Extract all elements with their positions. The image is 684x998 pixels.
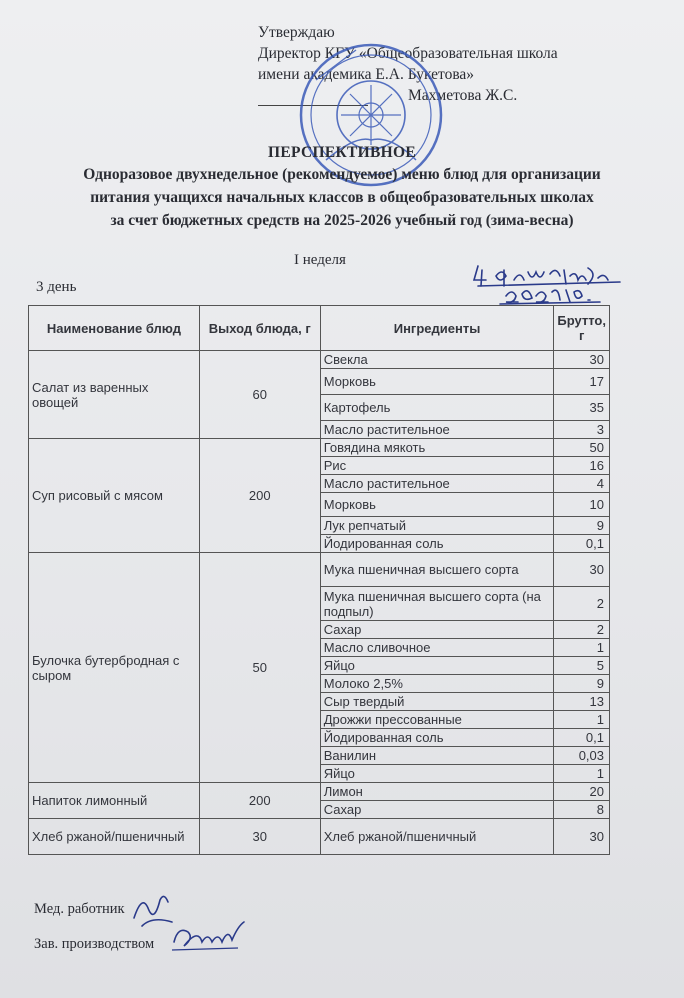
- ingredient-gross: 30: [554, 553, 610, 587]
- table-row: [29, 439, 610, 457]
- handwritten-date: [470, 256, 630, 308]
- title-line-1: Одноразовое двухнедельное (рекомендуемое) меню блюд для организации: [83, 166, 601, 183]
- dish-name: Булочка бутербродная с сыром: [29, 553, 200, 783]
- med-worker-label: Мед. работник: [34, 901, 125, 917]
- ingredient-gross: 0,1: [554, 729, 610, 747]
- dish-name: Салат из варенных овощей: [29, 351, 200, 439]
- ingredient-gross: 30: [554, 819, 610, 855]
- table-row: [29, 553, 610, 587]
- ingredient-name: Яйцо: [320, 657, 554, 675]
- ingredient-name: Йодированная соль: [320, 729, 554, 747]
- ingredient-name: Масло сливочное: [320, 639, 554, 657]
- ingredient-gross: 5: [554, 657, 610, 675]
- ingredient-name: Хлеб ржаной/пшеничный: [320, 819, 554, 855]
- dish-name: Хлеб ржаной/пшеничный: [29, 819, 200, 855]
- ingredient-gross: 9: [554, 675, 610, 693]
- ingredient-gross: 50: [554, 439, 610, 457]
- ingredient-name: Сахар: [320, 621, 554, 639]
- title-line-2: питания учащихся начальных классов в общеобразовательных школах: [90, 189, 594, 206]
- ingredient-name: Рис: [320, 457, 554, 475]
- title-line-3: за счет бюджетных средств на 2025-2026 учебный год (зима-весна): [110, 212, 574, 229]
- table-row: [29, 783, 610, 801]
- ingredient-gross: 35: [554, 395, 610, 421]
- ingredient-gross: 3: [554, 421, 610, 439]
- approval-line-3: имени академика Е.А. Букетова»: [258, 66, 475, 83]
- ingredient-gross: 30: [554, 351, 610, 369]
- ingredient-name: Морковь: [320, 493, 554, 517]
- ingredient-name: Говядина мякоть: [320, 439, 554, 457]
- ingredient-gross: 8: [554, 801, 610, 819]
- ingredient-gross: 4: [554, 475, 610, 493]
- header-ingredients: Ингредиенты: [320, 306, 554, 351]
- ingredient-name: Молоко 2,5%: [320, 675, 554, 693]
- menu-table: [28, 305, 610, 855]
- approval-line-4: Махметова Ж.С.: [408, 87, 518, 104]
- ingredient-name: Мука пшеничная высшего сорта (на подпыл): [320, 587, 554, 621]
- ingredient-gross: 20: [554, 783, 610, 801]
- ingredient-gross: 9: [554, 517, 610, 535]
- ingredient-gross: 0,03: [554, 747, 610, 765]
- ingredient-name: Дрожжи прессованные: [320, 711, 554, 729]
- ingredient-gross: 13: [554, 693, 610, 711]
- ingredient-name: Картофель: [320, 395, 554, 421]
- header-gross: Брутто, г: [554, 306, 610, 351]
- ingredient-name: Сыр твердый: [320, 693, 554, 711]
- day-label: 3 день: [36, 279, 77, 295]
- ingredient-name: Морковь: [320, 369, 554, 395]
- ingredient-name: Масло растительное: [320, 421, 554, 439]
- dish-output: 200: [199, 783, 320, 819]
- ingredient-name: Сахар: [320, 801, 554, 819]
- ingredient-gross: 1: [554, 639, 610, 657]
- ingredient-name: Мука пшеничная высшего сорта: [320, 553, 554, 587]
- document-title: [0, 144, 684, 231]
- ingredient-gross: 16: [554, 457, 610, 475]
- table-row: [29, 351, 610, 369]
- ingredient-gross: 1: [554, 711, 610, 729]
- ingredient-gross: 1: [554, 765, 610, 783]
- table-row: [29, 819, 610, 855]
- ingredient-gross: 2: [554, 621, 610, 639]
- week-label: I неделя: [294, 252, 346, 268]
- header-output: Выход блюда, г: [199, 306, 320, 351]
- production-manager-label: Зав. производством: [34, 936, 155, 952]
- ingredient-gross: 0,1: [554, 535, 610, 553]
- ingredient-name: Свекла: [320, 351, 554, 369]
- ingredient-gross: 17: [554, 369, 610, 395]
- ingredient-name: Лук репчатый: [320, 517, 554, 535]
- header-dish: Наименование блюд: [29, 306, 200, 351]
- ingredient-name: Ванилин: [320, 747, 554, 765]
- dish-output: 200: [199, 439, 320, 553]
- manager-signature: [168, 918, 248, 958]
- ingredient-gross: 2: [554, 587, 610, 621]
- dish-name: Напиток лимонный: [29, 783, 200, 819]
- ingredient-name: Яйцо: [320, 765, 554, 783]
- ingredient-name: Лимон: [320, 783, 554, 801]
- ingredient-name: Йодированная соль: [320, 535, 554, 553]
- approval-line-2: Директор КГУ «Общеобразовательная школа: [258, 45, 558, 62]
- approval-line-1: Утверждаю: [258, 24, 335, 41]
- dish-output: 60: [199, 351, 320, 439]
- ingredient-name: Масло растительное: [320, 475, 554, 493]
- table-header-row: [29, 306, 610, 351]
- dish-output: 30: [199, 819, 320, 855]
- ingredient-gross: 10: [554, 493, 610, 517]
- dish-name: Суп рисовый с мясом: [29, 439, 200, 553]
- title-main: ПЕРСПЕКТИВНОЕ: [268, 144, 416, 161]
- dish-output: 50: [199, 553, 320, 783]
